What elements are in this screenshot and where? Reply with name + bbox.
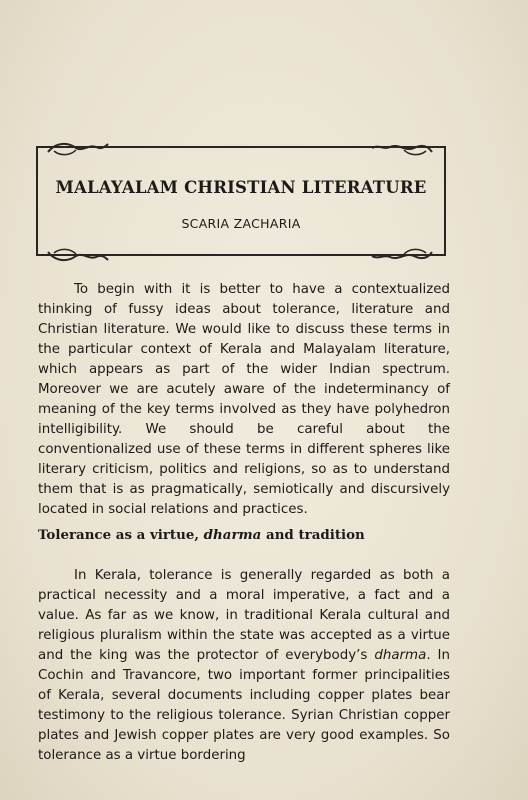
paragraph-text: In Kerala, tolerance is generally regarded as both a practical necessity and a moral imperative, a fact and a value. As far as we know, in traditional Kerala cultural and religious pluralism within the state was accepted as a virtue and the king was the protector of everybody’s	[38, 568, 450, 663]
title-frame	[36, 146, 446, 256]
article-title: MALAYALAM CHRISTIAN LITERATURE	[55, 178, 427, 197]
flourish-ornament-icon	[370, 244, 434, 266]
section-heading-text: Tolerance as a virtue,	[38, 527, 204, 543]
body-paragraph: To begin with it is better to have a contextualized thinking of fussy ideas about tolerance, literature and Christian literature. We would like to discuss these terms in the particular context of Kerala and Malayalam literature, which appears as part of the wider Indian spectrum. Moreover we are acutely aware of the indeterminancy of meaning of the key terms involved as they have polyhedron intelligibility. We should be careful about the conventionalized use of these terms in different spheres like literary criticism, politics and religions, so as to understand them that is as pragmatically, semiotically and discursively located in social relations and practices.	[38, 282, 450, 517]
body-paragraph	[38, 566, 450, 766]
flourish-ornament-icon	[46, 244, 110, 266]
flourish-ornament-icon	[46, 138, 110, 160]
paragraph-text: . In Cochin and Travancore, two important former principalities of Kerala, several documents including copper plates bear testimony to the religious tolerance. Syrian Christian copper plates and Jewish copper plates are very good examples. So tolerance as a virtue bordering	[38, 648, 450, 763]
section-heading-emphasis: dharma	[203, 527, 262, 543]
section-heading	[38, 527, 450, 543]
section-heading-text: and tradition	[261, 527, 365, 543]
flourish-ornament-icon	[370, 138, 434, 160]
paragraph-emphasis: dharma	[374, 648, 427, 663]
article-author: SCARIA ZACHARIA	[181, 216, 301, 231]
